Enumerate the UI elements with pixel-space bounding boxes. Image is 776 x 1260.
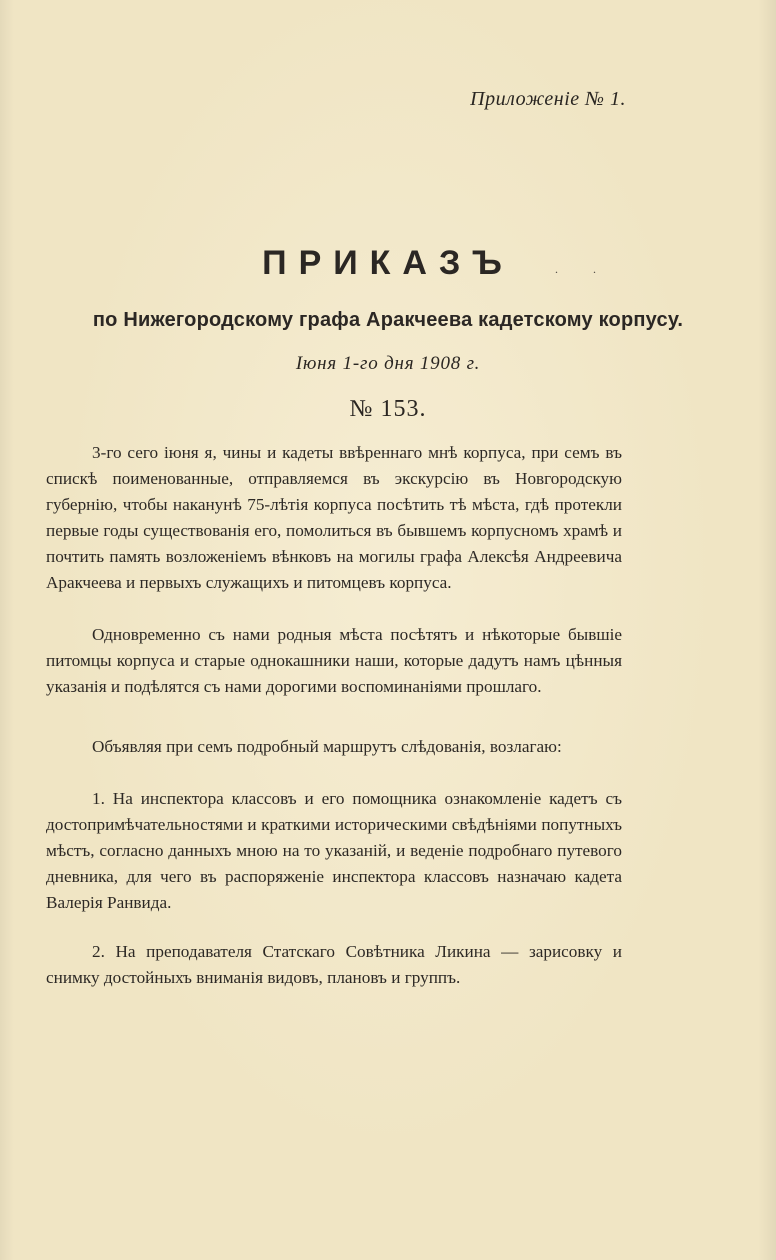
paragraph-5: 2. На преподавателя Статскаго Совѣтника Ликина — зарисовку и снимку достойныхъ вниманія видовъ, плановъ и группъ. xyxy=(46,942,622,987)
paragraph-2: Одновременно съ нами родныя мѣста посѣтятъ и нѣкоторые бывшіе питомцы корпуса и старые однокашники наши, которые дадутъ намъ цѣнныя указанія и подѣлятся съ нами дорогими воспоминаніями прошлаго. xyxy=(46,625,622,696)
title-dots: . . xyxy=(555,262,612,276)
paragraph-4: 1. На инспектора классовъ и его помощника ознакомленіе кадетъ съ достопримѣчательностями и краткими историческими свѣдѣніями попутныхъ мѣстъ, согласно данныхъ мною на то указаній, и веденіе подробнаго путевого дневника, для чего въ распоряженіе инспектора классовъ назначаю кадета Валерія Ранвида. xyxy=(46,789,622,912)
document-subtitle: по Нижегородскому графа Аракчеева кадетскому корпусу. xyxy=(92,309,684,331)
paragraph-1: 3-го сего іюня я, чины и кадеты ввѣреннаго мнѣ корпуса, при семъ въ спискѣ поименованные, отправляемся въ экскурсію въ Новгородскую губернію, чтобы наканунѣ 75-лѣтія корпуса посѣтить тѣ мѣста, гдѣ протекли первые годы существованія его, помолиться въ бывшемъ корпусномъ храмѣ и почтить память возложеніемъ вѣнковъ на могилы графа Алексѣя Андреевича Аракчеева и первыхъ служащихъ и питомцевъ корпуса. xyxy=(46,443,622,592)
order-date: Іюня 1-го дня 1908 г. xyxy=(295,353,481,374)
order-number: № 153. xyxy=(349,396,427,422)
document-title: ПРИКАЗЪ xyxy=(262,244,514,282)
appendix-label: Приложеніе № 1. xyxy=(470,88,626,110)
paragraph-3: Объявляя при семъ подробный маршрутъ слѣдованія, возлагаю: xyxy=(92,737,562,756)
